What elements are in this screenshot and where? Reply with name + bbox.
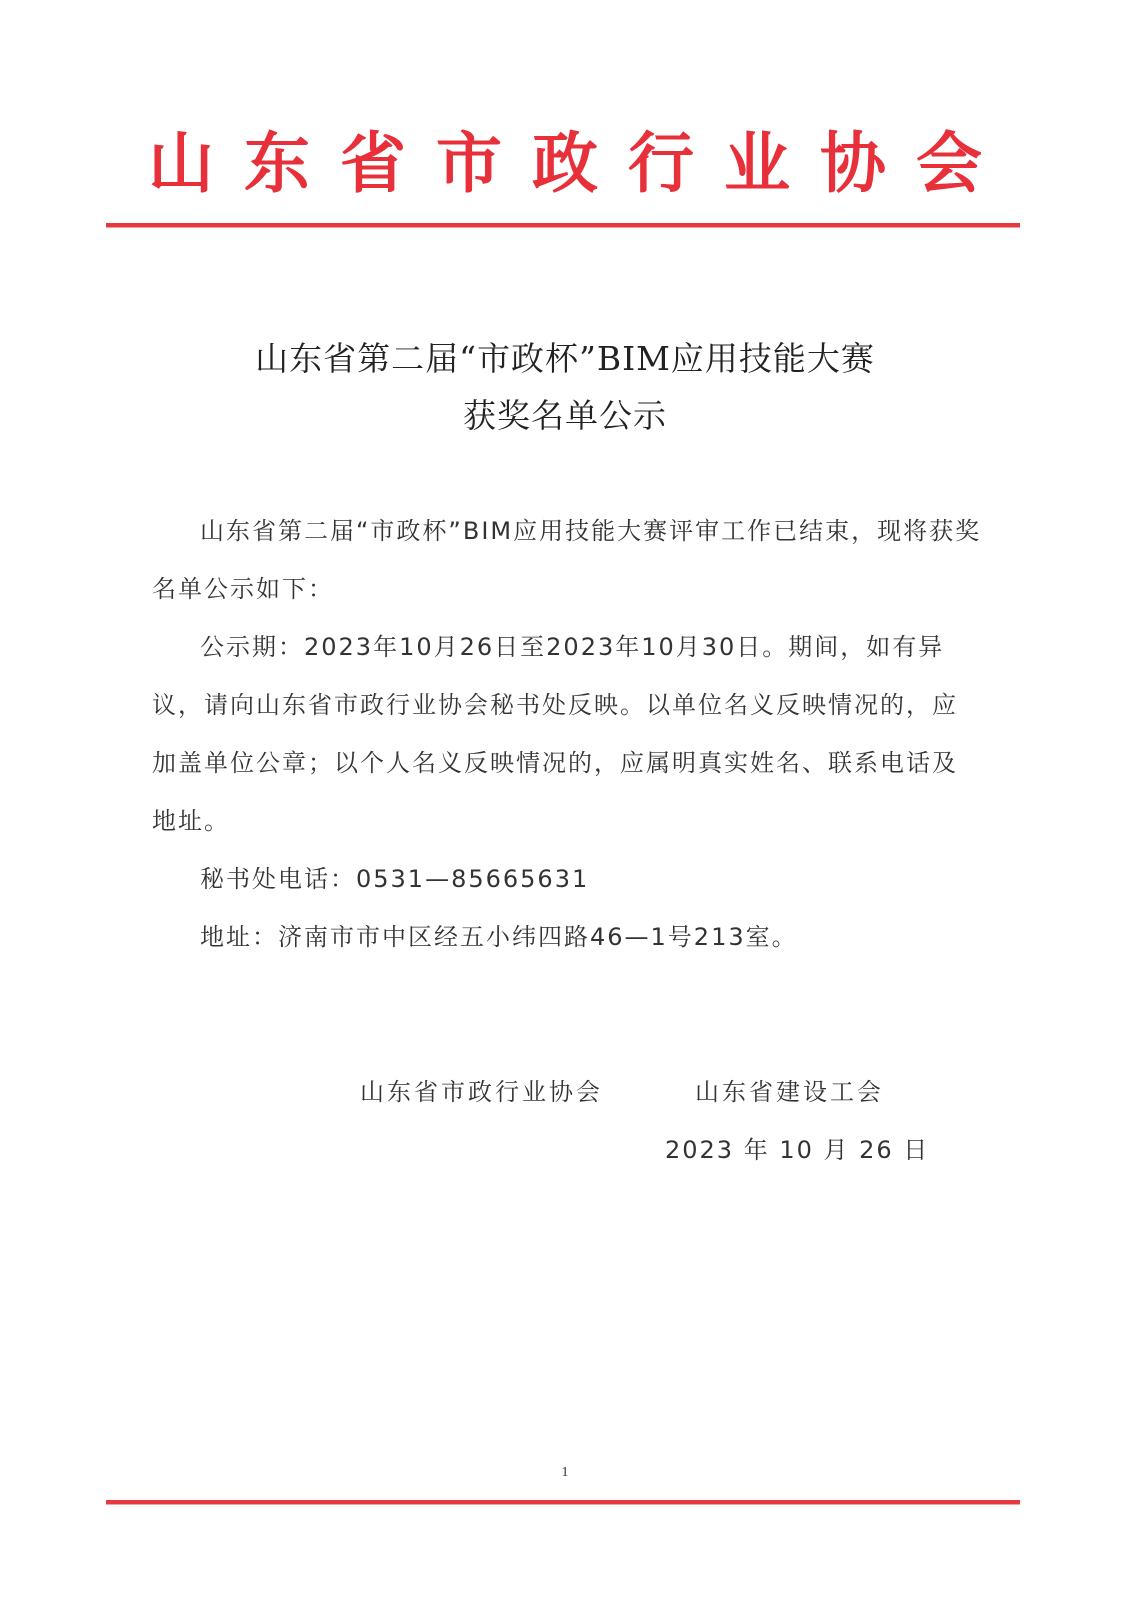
footer-divider <box>106 1500 1020 1504</box>
document-subtitle: 获奖名单公示 <box>463 396 667 435</box>
intro-paragraph: 山东省第二届“市政杯”BIM应用技能大赛评审工作已结束，现将获奖名单公示如下： <box>152 517 982 603</box>
document-title: 山东省第二届“市政杯”BIM应用技能大赛 <box>255 339 875 378</box>
signature-org-2: 山东省建设工会 <box>695 1078 884 1106</box>
phone-line: 秘书处电话：0531—85665631 <box>200 865 590 893</box>
publicity-period-paragraph: 公示期：2023年10月26日至2023年10月30日。期间，如有异议，请向山东省市政行业协会秘书处反映。以单位名义反映情况的，应加盖单位公章；以个人名义反映情况的，应属明真实姓名、联系电话及地址。 <box>152 633 958 835</box>
letterhead-title: 山东省市政行业协会 <box>148 124 1012 202</box>
signature-date: 2023 年 10 月 26 日 <box>665 1136 930 1164</box>
page-number: 1 <box>561 1465 569 1480</box>
address-line: 地址：济南市市中区经五小纬四路46—1号213室。 <box>200 923 798 951</box>
letterhead-divider <box>106 223 1020 227</box>
signature-org-1: 山东省市政行业协会 <box>360 1078 603 1106</box>
